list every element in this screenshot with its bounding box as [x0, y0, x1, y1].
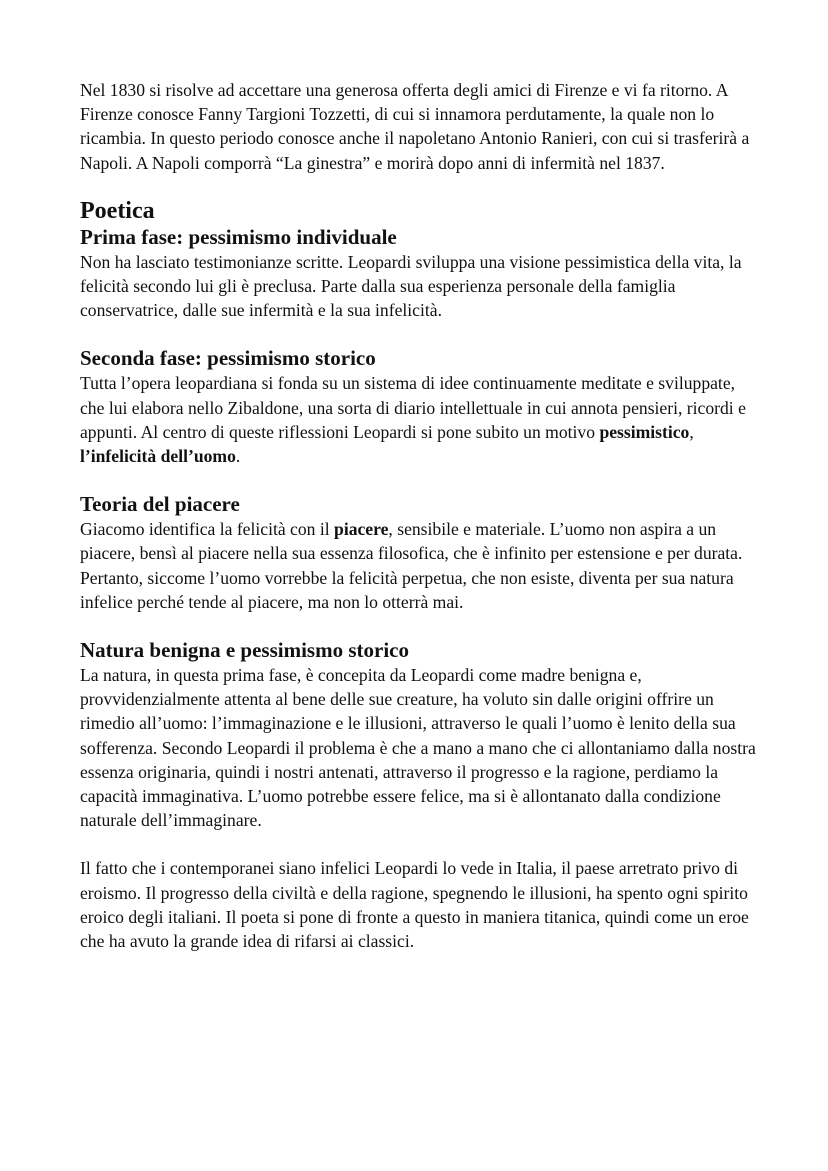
poetica-heading: Poetica — [80, 197, 155, 224]
intro-paragraph: Nel 1830 si risolve ad accettare una generosa offerta degli amici di Firenze e vi fa ritorno. A Firenze conosce Fanny Targioni Tozzetti, di cui si innamora perdutamente, la quale non lo ricambia. In questo periodo conosce anche il napoletano Antonio Ranieri, con cui si trasferirà a Napoli. A Napoli comporrà “La ginestra” e morirà dopo anni di infermità nel 1837. — [80, 80, 750, 173]
natura-benigna-paragraph-2: Il fatto che i contemporanei siano infelici Leopardi lo vede in Italia, il paese arretrato privo di eroismo. Il progresso della civiltà e della ragione, spegnendo le illusioni, ha spento ogni spirito eroico degli italiani. Il poeta si pone di fronte a questo in maniera titanica, quindi come un eroe che ha avuto la grande idea di rifarsi ai classici. — [80, 858, 749, 952]
bold-infelicita: l’infelicità dell’uomo — [80, 446, 236, 467]
prima-fase-text: Non ha lasciato testimonianze scritte. Leopardi sviluppa una visione pessimistica della vita, la felicità secondo lui gli è preclusa. Parte dalla sua esperienza personale della famiglia conservatrice, dalle sue infermità e la sua infelicità. — [80, 251, 742, 321]
seconda-fase-comma: , — [689, 421, 694, 442]
seconda-fase-text-start: Tutta l’opera leopardiana si fonda su un sistema di idee continuamente meditate e sviluppate, che lui elabora nello Zibaldone, una sorta di diario intellettuale in cui annota pensieri, ricordi e appunti. Al centro di queste riflessioni Leopardi si pone subito un motivo — [80, 373, 746, 442]
seconda-fase-text — [80, 371, 760, 468]
natura-benigna-paragraph-1: La natura, in questa prima fase, è concepita da Leopardi come madre benigna e, provvidenzialmente attenta al bene delle sue creature, ha voluto sin dalle origini offrire un rimedio all’uomo: l’immaginazione e le illusioni, attraverso le quali l’uomo è lenito della sua sofferenza. Secondo Leopardi il problema è che a mano a mano che ci allontaniamo dalla nostra essenza originaria, quindi i nostri antenati, attraverso il progresso e la ragione, perdiamo la capacità immaginativa. L’uomo potrebbe essere felice, ma si è allontanato dalla condizione naturale dell’immaginare. — [80, 665, 756, 831]
section-natura-benigna — [80, 638, 760, 953]
section-prima-fase — [80, 225, 760, 323]
seconda-fase-heading: Seconda fase: pessimismo storico — [80, 346, 376, 371]
teoria-piacere-heading: Teoria del piacere — [80, 492, 240, 517]
bold-piacere: piacere — [334, 519, 389, 540]
prima-fase-heading: Prima fase: pessimismo individuale — [80, 224, 397, 249]
teoria-piacere-text-start: Giacomo identifica la felicità con il — [80, 519, 335, 540]
seconda-fase-text-end: . — [235, 446, 241, 467]
teoria-piacere-text — [80, 517, 760, 614]
natura-benigna-heading: Natura benigna e pessimismo storico — [80, 638, 409, 663]
section-seconda-fase — [80, 346, 760, 468]
bold-pessimistico: pessimistico — [599, 421, 690, 442]
teoria-piacere-text-end: , sensibile e materiale. L’uomo non aspira a un piacere, bensì al piacere nella sua essenza filosofica, che è infinito per estensione e per durata. Pertanto, siccome l’uomo vorrebbe la felicità perpetua, che non esiste, diventa per sua natura infelice perché tende al piacere, ma non lo otterrà mai. — [80, 519, 743, 612]
document-page — [80, 78, 760, 977]
section-teoria-piacere — [80, 492, 760, 614]
